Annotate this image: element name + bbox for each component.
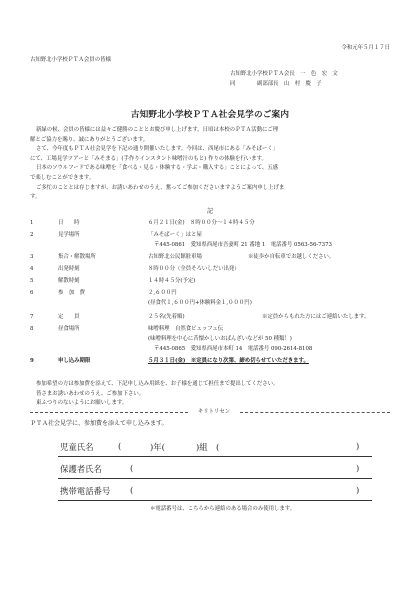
detail-row-date bbox=[30, 218, 396, 228]
child-name-label: 児童氏名 bbox=[60, 442, 94, 452]
intro-line: 日本のソウルフードである味噌を「食べる・見る・体験する・学ぶ・購入する」ことによって、五感 bbox=[36, 165, 279, 172]
detail-row-venue-address bbox=[30, 240, 396, 250]
detail-row-meeting-place bbox=[30, 252, 396, 262]
item-number: 4 bbox=[30, 266, 34, 272]
intro-paragraph bbox=[30, 126, 392, 203]
item-label: 昼食場所 bbox=[58, 326, 80, 332]
recipient-line: 古知野北小学校ＰＴＡ会員の皆様 bbox=[30, 57, 111, 63]
grade-open-paren[interactable]: ( bbox=[118, 441, 122, 451]
intro-line: 解とご協力を賜り、誠にありがとうございます。 bbox=[30, 136, 149, 143]
intro-line: す。 bbox=[30, 194, 41, 201]
intro-line: 新緑の候、会員の皆様には益々ご健勝のこととお慶び申し上げます。日頃は本校のＰＴＡ活動にご理 bbox=[36, 127, 279, 133]
item-value: ６月２１日(金) ８時００分～１４時４５分 bbox=[148, 220, 255, 226]
detail-row-lunch-desc bbox=[30, 334, 396, 344]
phone-underline bbox=[58, 500, 372, 501]
item-label: 見学場所 bbox=[58, 232, 80, 238]
sender-org: 古知野北小学校ＰＴＡ会長 一 色 宏 文 bbox=[230, 71, 338, 77]
document-date: 令和元年５月１７日 bbox=[341, 45, 390, 51]
item-label: 解散時刻 bbox=[58, 278, 80, 284]
item-value: ８時００分（全員そろいしだい出発） bbox=[148, 266, 240, 272]
guardian-underline bbox=[58, 478, 372, 479]
detail-row-dismissal bbox=[30, 276, 396, 286]
item-label: 日 時 bbox=[58, 220, 80, 226]
item-label: 定 員 bbox=[58, 314, 80, 320]
intro-line: ご多忙のこととは存じますが、お誘いあわせのうえ、奮ってご参加くださいますようご案内申し上げま bbox=[36, 184, 285, 191]
item-value-sub: 〒445-0865 愛知県西尾市本町 14 電話番号 090-2614-8108 bbox=[154, 346, 313, 352]
cut-line-right bbox=[240, 412, 390, 413]
item-note: ※定員からもれた方にはご連絡いたします。 bbox=[262, 314, 370, 320]
item-number: 7 bbox=[30, 314, 34, 320]
item-value: ５月３１日(金) ※定員になり次第、締め切らせていただきます。 bbox=[148, 358, 309, 364]
document-title: 古知野北小学校ＰＴＡ社会見学のご案内 bbox=[130, 110, 290, 120]
item-number: 6 bbox=[30, 290, 34, 296]
item-value-sub: (味噌料理を中心に昔懐かしいおばんざいなどが 50 種類！) bbox=[148, 336, 292, 342]
item-number: 8 bbox=[30, 326, 34, 332]
detail-row-lunch-address bbox=[30, 344, 396, 354]
intro-line: にて、工場見学ツアーと「みそまる」(手作りインスタント味噌汁のもと) 作りの体験を行います。 bbox=[30, 155, 267, 162]
phone-note: ＊電話番号は、こちらから連絡のある場合のみ使用します。 bbox=[150, 506, 296, 512]
item-value: ２,６００円 bbox=[148, 290, 177, 296]
closing-line: 参加希望の方は参加費を添えて、下記申し込み用紙を、お子様を通じて担任まで提出してください。 bbox=[36, 381, 279, 387]
item-label: 集合・解散場所 bbox=[58, 254, 96, 260]
item-value: 「みそぱーく」はと屋 bbox=[148, 232, 202, 238]
item-number: 3 bbox=[30, 254, 34, 260]
detail-row-venue bbox=[30, 230, 396, 240]
phone-label: 携帯電話番号 bbox=[60, 486, 111, 496]
guardian-name-label: 保護者氏名 bbox=[60, 464, 102, 474]
guardian-open-paren[interactable]: ( bbox=[130, 463, 134, 473]
ki-heading: 記 bbox=[206, 208, 213, 215]
cut-line-label: キリトリセン bbox=[197, 409, 231, 415]
phone-close-paren[interactable]: ) bbox=[356, 485, 360, 495]
detail-row-capacity bbox=[30, 312, 396, 322]
item-value: ２５名(先着順) bbox=[148, 314, 185, 320]
guardian-close-paren[interactable]: ) bbox=[356, 463, 360, 473]
detail-row-departure bbox=[30, 264, 396, 274]
item-value-sub: 〒445-0861 愛知県西尾市吾妻町 21 番地 1 電話番号 0563-56-7373 bbox=[154, 242, 332, 248]
item-label: 参 加 費 bbox=[58, 290, 85, 296]
intro-line: で楽しむことができます。 bbox=[30, 174, 95, 181]
item-number: 2 bbox=[30, 232, 34, 238]
child-name-close-paren[interactable]: ) bbox=[356, 441, 360, 451]
intro-line: さて、今年度もＰＴＡ社会見学を下記の通り開催いたします。今回は、西尾市にある「みそぱーく」 bbox=[36, 146, 279, 153]
detail-row-fee-breakdown bbox=[30, 298, 396, 308]
closing-paragraph bbox=[36, 380, 398, 409]
closing-line: 皆さまお誘いあわせのうえ、ご参加下さい。 bbox=[36, 390, 145, 397]
sender-role: 同 副部部長 山 村 慶 子 bbox=[230, 81, 322, 87]
item-value-sub: (昼食代１,６００円+体験料金１,０００円) bbox=[148, 300, 252, 306]
item-number: 5 bbox=[30, 278, 34, 284]
grade-suffix[interactable]: )年( bbox=[150, 442, 165, 452]
item-value: 古知野北公民館駐車場 bbox=[148, 254, 202, 260]
item-label: 出発時刻 bbox=[58, 266, 80, 272]
child-name-underline bbox=[58, 456, 372, 457]
closing-line: 東ふつりのないようにお願いします。 bbox=[36, 400, 128, 407]
item-number: 1 bbox=[30, 220, 34, 226]
phone-open-paren[interactable]: ( bbox=[130, 485, 134, 495]
item-value: 味噌料理 自然食ビュッフェ伝 bbox=[148, 326, 224, 332]
cut-line-left bbox=[30, 412, 188, 413]
item-note: ※徒歩か自転車でお越しください。 bbox=[248, 254, 335, 260]
item-label: 申し込み期限 bbox=[58, 358, 91, 364]
detail-row-deadline bbox=[30, 356, 396, 366]
item-number: 9 bbox=[30, 358, 34, 364]
item-value: １４時４５分(予定) bbox=[148, 278, 196, 284]
form-heading: ＰＴＡ社会見学に、参加費を添えて申し込みます。 bbox=[30, 420, 168, 427]
detail-row-fee bbox=[30, 288, 396, 298]
detail-row-lunch bbox=[30, 324, 396, 334]
class-suffix[interactable]: )組 ( bbox=[196, 442, 220, 452]
